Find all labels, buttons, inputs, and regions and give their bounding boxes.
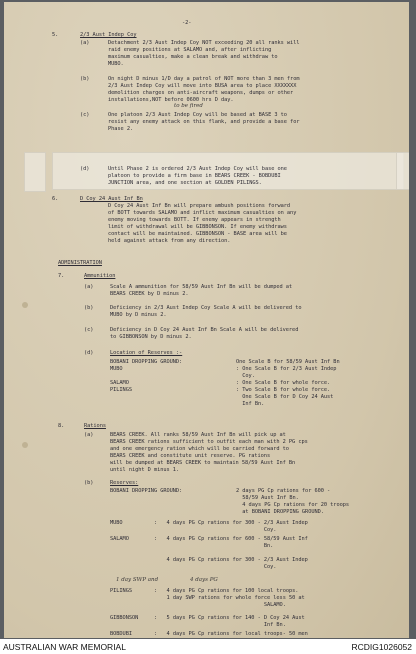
- ration-place: BOBANI DROPPING GROUND:: [110, 488, 183, 494]
- ration-place: BOBDUBI: [110, 631, 132, 637]
- s8-b-label: (b): [84, 480, 94, 486]
- s8-b-heading: Reserves:: [110, 480, 139, 486]
- reserve-place: MUBO: [110, 366, 123, 372]
- s8-a-line: until night D minus 1.: [110, 467, 180, 473]
- s8-number: 8.: [58, 423, 65, 429]
- ration-detail: : 4 days PG Cp rations for 300 - 2/3 Aust Indep: [154, 520, 308, 526]
- reserve-detail: Coy.: [236, 373, 255, 379]
- s5-d-label: (d): [80, 166, 90, 172]
- s5-a-line: MUBO.: [108, 61, 124, 67]
- s5-c-line: Phase 2.: [108, 126, 134, 132]
- s7-a-line: Scale A ammunition for 58/59 Aust Inf Bn will be dumped at: [110, 284, 293, 290]
- ration-detail: SALAMO.: [154, 602, 286, 608]
- s5-a-line: maximum casualties, make a clean break and withdraw to: [108, 54, 278, 60]
- ration-detail: at BOBANI DROPPING GROUND.: [236, 509, 324, 515]
- ration-place: SALAMO: [110, 536, 129, 542]
- reserve-detail: : One Scale B for whole force.: [236, 380, 331, 386]
- s7-b-line: Deficiency in 2/3 Aust Indep Coy Scale A will be delivered to: [110, 305, 302, 311]
- s5-d-line: platoon to provide a firm base in BEARS CREEK - BOBDUBI: [108, 173, 281, 179]
- s7-a-line: BEARS CREEK by D minus 2.: [110, 291, 189, 297]
- ration-detail: 1 day SWP rations for whole force less 50 at: [154, 595, 305, 601]
- s8-a-line: BEARS CREEK and constitute unit reserve. PG rations: [110, 453, 271, 459]
- handwritten-note: 1 day SWP and: [116, 577, 159, 583]
- s6-line: enemy moving towards BOTT. If enemy appears in strength: [108, 217, 281, 223]
- s6-line: held against attack from any direction.: [108, 238, 231, 244]
- ration-place: GIBBONSON: [110, 615, 139, 621]
- s5-c-line: resist any enemy attack on this flank, and provide a base for: [108, 119, 300, 125]
- punch-hole: [22, 442, 28, 448]
- reserve-detail: One Scale B for D Coy 24 Aust: [236, 394, 334, 400]
- footer-bar: [0, 639, 416, 654]
- ration-detail: : 5 days PG Cp rations for 140 - D Coy 24 Aust: [154, 615, 305, 621]
- s7-a-label: (a): [84, 284, 94, 290]
- reserve-detail: One Scale B for 58/59 Aust Inf Bn: [236, 359, 340, 365]
- reserve-detail: Inf Bn.: [236, 401, 265, 407]
- s8-a-line: BEARS CREEK rations sufficient to outfit each man with 2 PG cps: [110, 439, 308, 445]
- reserve-place: BOBANI DROPPING GROUND:: [110, 359, 183, 365]
- s5-b-line: demolition charges on anti-aircraft weapons, dumps or other: [108, 90, 294, 96]
- admin-heading: ADMINISTRATION: [58, 260, 102, 266]
- reserve-place: PILINGS: [110, 387, 132, 393]
- ration-detail: : 4 days PG Cp rations for local troops- 50 men: [154, 631, 308, 637]
- s5-b-line: On night D minus 1/D day a patrol of NOT more than 3 men from: [108, 76, 300, 82]
- s5-b-label: (b): [80, 76, 90, 82]
- s7-b-label: (b): [84, 305, 94, 311]
- s8-a-line: BEARS CREEK. All ranks 58/59 Aust Inf Bn will pick up at: [110, 432, 286, 438]
- ration-detail: 2 days PG Cp rations for 600 -: [236, 488, 331, 494]
- s7-c-label: (c): [84, 327, 94, 333]
- ration-detail: 58/59 Aust Inf Bn.: [236, 495, 299, 501]
- s8-a-line: and one emergency ration which will be carried forward to: [110, 446, 289, 452]
- reserve-detail: : One Scale B for 2/3 Aust Indep: [236, 366, 337, 372]
- s8-a-line: will be dumped at BEARS CREEK to maintain 58/59 Aust Inf Bn: [110, 460, 296, 466]
- s7-c-line: Deficiency in D Coy 24 Aust Inf Bn Scale A will be delivered: [110, 327, 299, 333]
- s7-b-line: MUBO by D minus 2.: [110, 312, 167, 318]
- s8-a-label: (a): [84, 432, 94, 438]
- ration-detail: Coy.: [154, 564, 277, 570]
- record-id: RCDIG1026052: [351, 642, 412, 652]
- s5-c-label: (c): [80, 112, 90, 118]
- s7-number: 7.: [58, 273, 65, 279]
- s7-c-line: to GIBBONSON by D minus 2.: [110, 334, 192, 340]
- ration-place: MUBO: [110, 520, 123, 526]
- reserve-place: SALAMO: [110, 380, 129, 386]
- s5-d-line: JUNCTION area, and one section at GOLDEN PILINGS.: [108, 180, 262, 186]
- s5-a-line: Detachment 2/3 Aust Indep Coy NOT exceeding 20 all ranks will: [108, 40, 300, 46]
- s6-line: contact will be maintained. GIBBONSON - BASE area will be: [108, 231, 287, 237]
- ration-detail: : 4 days PG Cp rations for 600 - 58/59 Aust Inf: [154, 536, 308, 542]
- s5-b-line: 2/3 Aust Indep Coy will move into BUSA area to place XXXXXXX: [108, 83, 297, 89]
- s6-number: 6.: [52, 196, 59, 202]
- s6-line: limit of withdrawal will be GIBBONSON. If enemy withdraws: [108, 224, 287, 230]
- ration-detail: : 4 days PG Cp rations for 100 local troops.: [154, 588, 299, 594]
- ration-place: PILINGS: [110, 588, 132, 594]
- s5-b-line: installations,NOT before 0600 hrs D day.: [108, 97, 234, 103]
- ration-detail: Bn.: [154, 543, 274, 549]
- adhesive-tape: [396, 152, 409, 190]
- s5-c-line: One platoon 2/3 Aust Indep Coy will be based at BASE 3 to: [108, 112, 287, 118]
- s5-a-line: raid enemy positions at SALAMO and, after inflicting: [108, 47, 272, 53]
- handwritten-insert: to be fired: [174, 103, 203, 109]
- ration-detail: 4 days PG Cp rations for 300 - 2/3 Aust Indep: [154, 557, 308, 563]
- s5-heading: 2/3 Aust Indep Coy: [80, 32, 137, 38]
- s5-number: 5.: [52, 32, 59, 38]
- reserve-detail: : Two Scale B for whole force.: [236, 387, 331, 393]
- s5-a-label: (a): [80, 40, 90, 46]
- punch-hole: [22, 302, 28, 308]
- ration-detail: Inf Bn.: [154, 622, 286, 628]
- archive-name: AUSTRALIAN WAR MEMORIAL: [3, 642, 126, 652]
- s7-d-label: (d): [84, 350, 94, 356]
- s6-line: of BOTT towards SALAMO and inflict maximum casualties on any: [108, 210, 297, 216]
- adhesive-tape: [24, 152, 46, 192]
- ration-detail: Coy.: [154, 527, 277, 533]
- s8-heading: Rations: [84, 423, 106, 429]
- handwritten-note: 4 days PG: [190, 577, 218, 583]
- s7-d-heading: Location of Reserves :-: [110, 350, 183, 356]
- s5-d-line: Until Phase 2 is ordered 2/3 Aust Indep Coy will base one: [108, 166, 287, 172]
- ration-detail: 4 days PG Cp rations for 20 troops: [236, 502, 350, 508]
- s6-heading: D Coy 24 Aust Inf Bn: [80, 196, 143, 202]
- page-number: -2-: [182, 20, 192, 26]
- s7-heading: Ammunition: [84, 273, 116, 279]
- document-page: [4, 2, 409, 638]
- s6-line: D Coy 24 Aust Inf Bn will prepare ambush positions forward: [108, 203, 291, 209]
